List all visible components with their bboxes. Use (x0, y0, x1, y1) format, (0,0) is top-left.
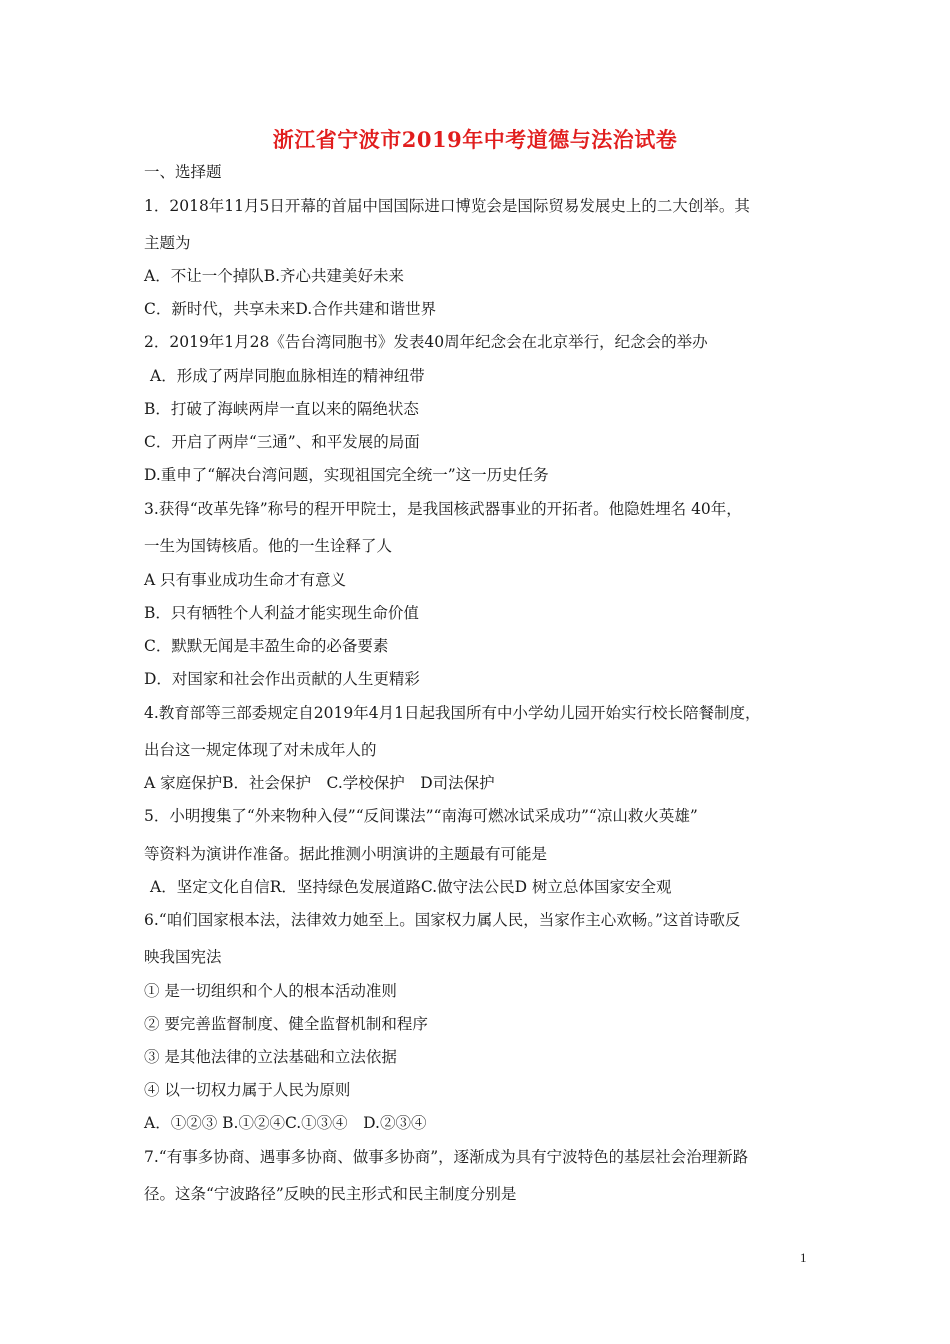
question-1-options-cd: C．新时代，共享未来D.合作共建和谐世界 (144, 300, 437, 318)
section-heading: 一、选择题 (144, 163, 222, 181)
question-6-statement-3: ③ 是其他法律的立法基础和立法依据 (144, 1048, 397, 1066)
question-1-options-ab: A．不让一个掉队B.齐心共建美好未来 (144, 267, 405, 285)
page-number: 1 (800, 1250, 807, 1265)
question-4-line-1: 4.教育部等三部委规定自2019年4月1日起我国所有中小学幼儿园开始实行校长陪餐制度， (144, 704, 761, 722)
question-6-statement-2: ② 要完善监督制度、健全监督机制和程序 (144, 1015, 428, 1033)
question-1-line-2: 主题为 (144, 234, 191, 252)
question-1-line-1: 1．2018年11月5日开幕的首届中国国际进口博览会是国际贸易发展史上的二大创举。其 (144, 197, 750, 215)
question-4-line-2: 出台这一规定体现了对未成年人的 (144, 741, 377, 759)
question-7-line-2: 径。这条“宁波路径”反映的民主形式和民主制度分别是 (144, 1185, 517, 1203)
page-title: 浙江省宁波市2019年中考道德与法治试卷 (272, 127, 678, 152)
question-2-option-c: C．开启了两岸“三通”、和平发展的局面 (144, 433, 420, 451)
question-4-options: A 家庭保护B．社会保护 C.学校保护 D司法保护 (144, 774, 495, 792)
question-2-option-b: B．打破了海峡两岸一直以来的隔绝状态 (144, 400, 419, 418)
question-6-statement-1: ① 是一切组织和个人的根本活动准则 (144, 982, 397, 1000)
question-2-option-d: D.重申了“解决台湾问题，实现祖国完全统一”这一历史任务 (144, 466, 549, 484)
question-3-option-b: B．只有牺牲个人利益才能实现生命价值 (144, 604, 419, 622)
question-3-line-2: 一生为国铸核盾。他的一生诠释了人 (144, 537, 393, 555)
question-6-line-1: 6.“咱们国家根本法，法律效力她至上。国家权力属人民，当家作主心欢畅。”这首诗歌反 (144, 911, 741, 929)
question-3-option-a: A 只有事业成功生命才有意义 (144, 571, 347, 589)
question-5-line-1: 5．小明搜集了“外来物种入侵”“反间谍法”“南海可燃冰试采成功”“凉山救火英雄” (144, 807, 698, 825)
question-3-option-c: C．默默无闻是丰盈生命的必备要素 (144, 637, 389, 655)
question-2-option-a: A．形成了两岸同胞血脉相连的精神纽带 (150, 367, 425, 385)
question-5-line-2: 等资料为演讲作准备。据此推测小明演讲的主题最有可能是 (144, 845, 548, 863)
question-7-line-1: 7.“有事多协商、遇事多协商、做事多协商”，逐渐成为具有宁波特色的基层社会治理新路 (144, 1148, 749, 1166)
question-6-statement-4: ④ 以一切权力属于人民为原则 (144, 1081, 351, 1099)
question-5-options: A．坚定文化自信R．坚持绿色发展道路C.做守法公民D 树立总体国家安全观 (150, 878, 672, 896)
question-6-options: A．①②③ B.①②④C.①③④ D.②③④ (144, 1114, 427, 1132)
question-3-option-d: D．对国家和社会作出贡献的人生更精彩 (144, 670, 420, 688)
question-6-line-2: 映我国宪法 (144, 948, 222, 966)
question-3-line-1: 3.获得“改革先锋”称号的程开甲院士，是我国核武器事业的开拓者。他隐姓埋名 40年， (144, 500, 742, 518)
question-2-stem: 2．2019年1月28《告台湾同胞书》发表40周年纪念会在北京举行，纪念会的举办 (144, 333, 708, 351)
